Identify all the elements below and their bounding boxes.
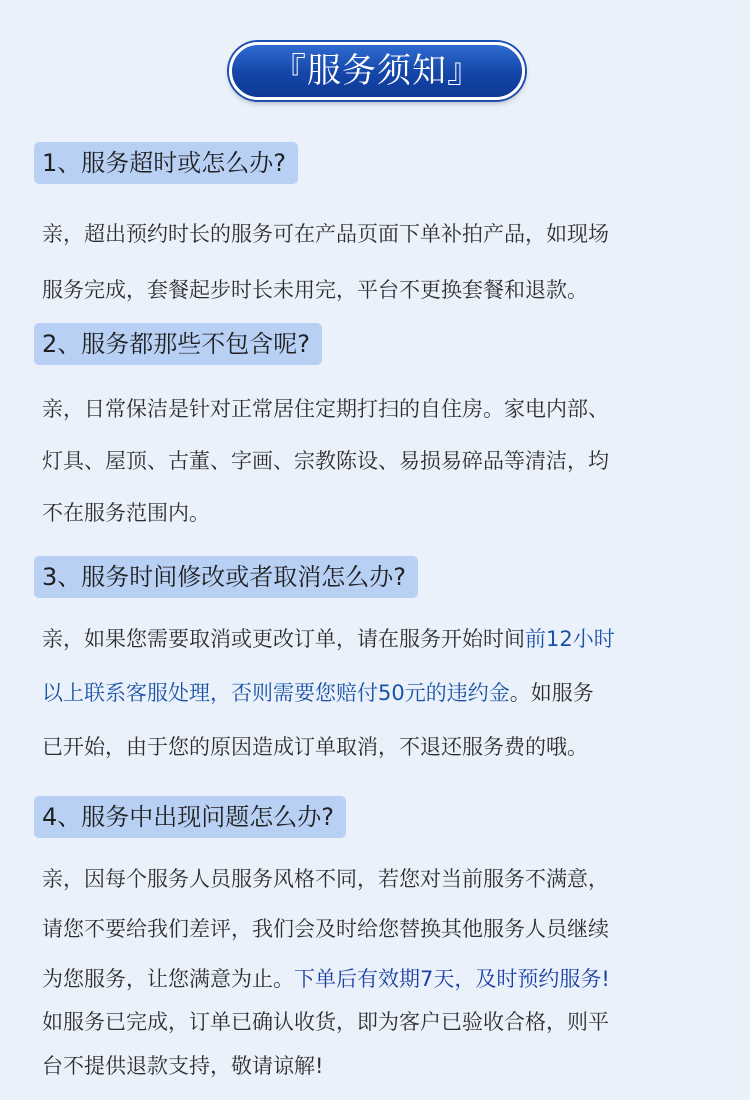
answer-1-line-2: 服务完成，套餐起步时长未用完，平台不更换套餐和退款。 <box>42 278 588 302</box>
page-title: 『服务须知』 <box>229 42 525 100</box>
answer-4-line-5: 台不提供退款支持，敬请谅解! <box>42 1054 324 1078</box>
question-3-label: 3、服务时间修改或者取消怎么办? <box>34 556 418 598</box>
answer-4-line-3-text: 为您服务，让您满意为止。 <box>42 967 294 991</box>
answer-3-line-2-tail: 。如服务 <box>509 681 594 705</box>
answer-3-line-1-text: 亲，如果您需要取消或更改订单，请在服务开始时间 <box>42 627 525 651</box>
answer-4-text-continued <box>42 1000 732 1088</box>
question-4-label: 4、服务中出现问题怎么办? <box>34 796 346 838</box>
answer-4-line-2: 请您不要给我们差评，我们会及时给您替换其他服务人员继续 <box>42 917 609 941</box>
answer-2-text <box>42 383 732 539</box>
answer-2-line-1: 亲，日常保洁是针对正常居住定期打扫的自住房。家电内部、 <box>42 397 609 421</box>
answer-3-line-3: 已开始，由于您的原因造成订单取消，不退还服务费的哦。 <box>42 735 588 759</box>
answer-4-line-3 <box>42 954 732 1004</box>
question-1-label: 1、服务超时或怎么办? <box>34 142 298 184</box>
answer-3-line-1 <box>42 612 732 666</box>
answer-4-highlight-validity: 下单后有效期7天，及时预约服务! <box>294 967 610 991</box>
answer-3-line-2 <box>42 666 732 720</box>
answer-2-line-2: 灯具、屋顶、古董、字画、宗教陈设、易损易碎品等清洁，均 <box>42 449 609 473</box>
answer-3-highlight-penalty: 以上联系客服处理，否则需要您赔付50元的违约金 <box>42 681 510 705</box>
answer-3-highlight-hours: 前12小时 <box>525 627 615 651</box>
answer-4-text <box>42 854 732 1004</box>
answer-3-text <box>42 612 732 774</box>
answer-4-line-4: 如服务已完成，订单已确认收货，即为客户已验收合格，则平 <box>42 1010 609 1034</box>
answer-4-line-1: 亲，因每个服务人员服务风格不同，若您对当前服务不满意， <box>42 867 609 891</box>
answer-1-line-1: 亲，超出预约时长的服务可在产品页面下单补拍产品，如现场 <box>42 222 609 246</box>
answer-1-text <box>42 206 732 318</box>
answer-2-line-3: 不在服务范围内。 <box>42 501 210 525</box>
question-2-label: 2、服务都那些不包含呢? <box>34 323 322 365</box>
